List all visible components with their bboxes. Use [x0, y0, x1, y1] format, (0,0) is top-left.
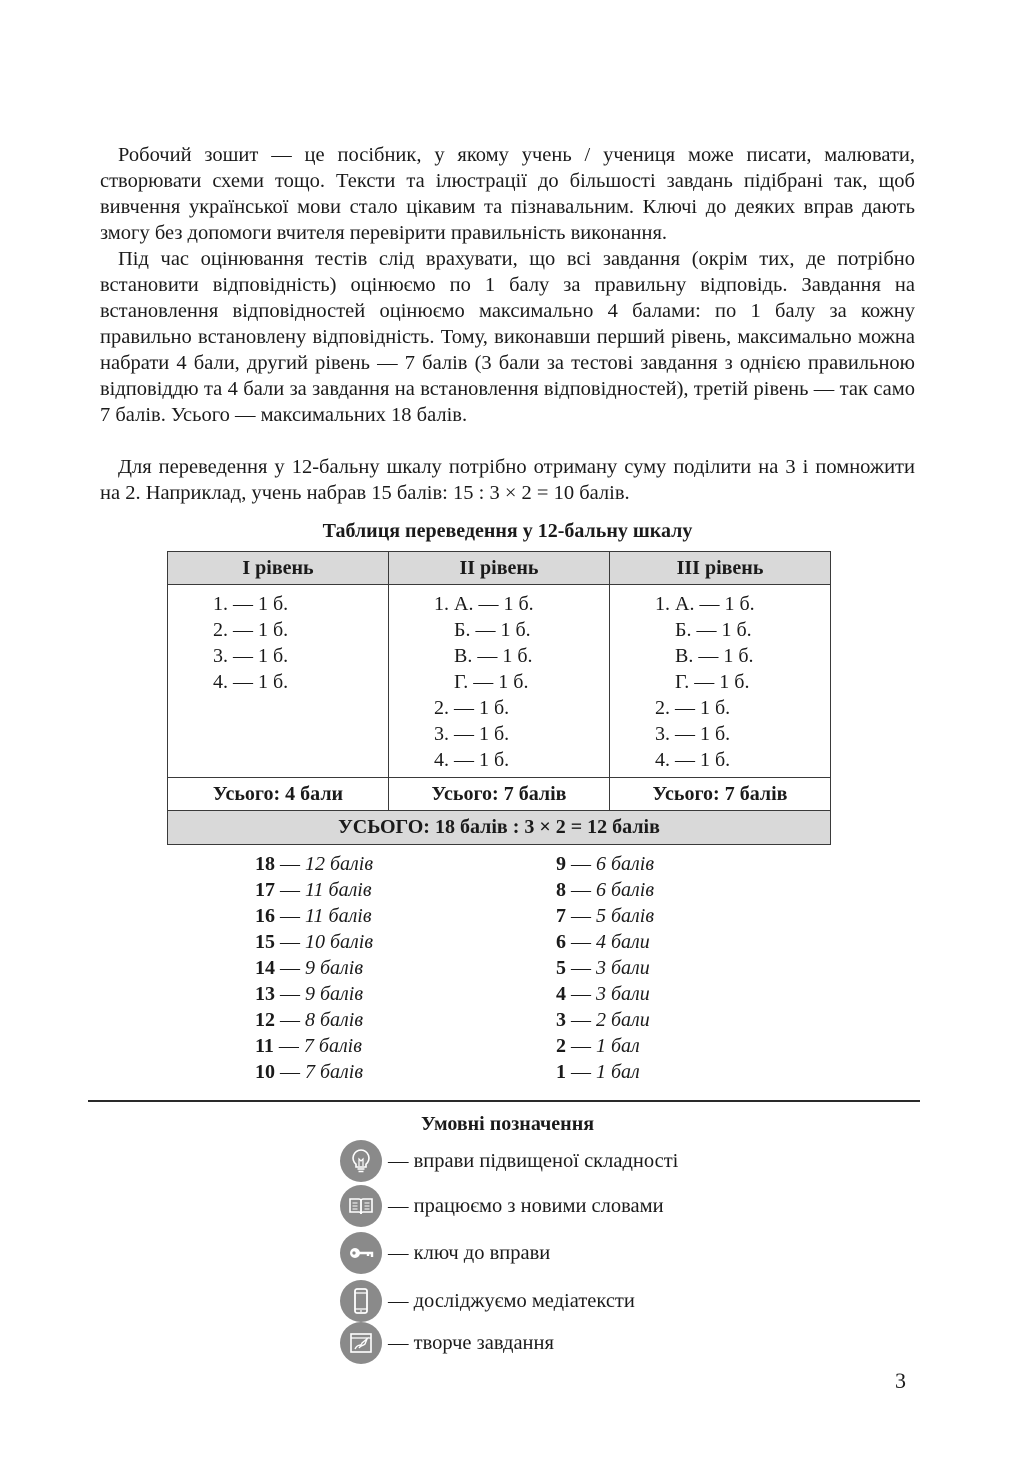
- conversion-row: [255, 981, 373, 1007]
- conversion-row: [556, 1007, 654, 1033]
- grading-paragraph: Під час оцінювання тестів слід врахувати, що всі завдання (окрім тих, де потрібно встановити відповідність) оцінюємо по 1 балу за правильну відповідь. Завдання на встановлення відповідностей оцінюємо максимально 4 балами: по 1 балу за кожну правильно встановлену відповідність. Тому, виконавши перший рівень, максимально можна набрати 4 бали, другий рівень — 7 балів (3 бали за тестові завдання з однією правильною відповіддю та 4 бали за завдання на встановлення відповідностей), третій рівень — так само 7 балів. Усього — максимальних 18 балів.: [100, 248, 915, 426]
- scaled-grade: 1 бал: [596, 1035, 640, 1057]
- scaled-grade: 10 балів: [305, 931, 374, 953]
- raw-score: 16: [255, 905, 275, 927]
- raw-score: 15: [255, 931, 275, 953]
- conversion-dash: —: [280, 905, 300, 927]
- header-level-2: II рівень: [389, 552, 610, 585]
- scaled-grade: 9 балів: [305, 983, 364, 1005]
- legend-text-media: — досліджуємо медіатексти: [388, 1289, 635, 1312]
- conversion-dash: —: [280, 1061, 300, 1083]
- conversion-paragraph: Для переведення у 12-бальну шкалу потрібно отриману суму поділити на 3 і помножити на 2. Наприклад, учень набрав 15 балів: 15 : 3 × 2 = 10 балів.: [100, 456, 915, 504]
- raw-score: 14: [255, 957, 275, 979]
- grand-total: УСЬОГО: 18 балів : 3 × 2 = 12 балів: [168, 811, 831, 845]
- legend-item-creative: [340, 1321, 554, 1365]
- conversion-row: [556, 1033, 654, 1059]
- scaled-grade: 2 бали: [596, 1009, 650, 1031]
- conversion-row: [556, 877, 654, 903]
- conversion-row: [255, 1007, 373, 1033]
- legend-item-new-words: [340, 1184, 664, 1228]
- raw-score: 12: [255, 1009, 275, 1031]
- legend-title: Умовні позначення: [420, 1113, 595, 1135]
- level-3-total: Усього: 7 балів: [610, 778, 831, 811]
- table-title: Таблиця переведення у 12-бальну шкалу: [322, 520, 693, 542]
- key-icon: [340, 1232, 382, 1274]
- divider: [88, 1100, 920, 1102]
- scaled-grade: 9 балів: [305, 957, 364, 979]
- conversion-dash: —: [280, 879, 300, 901]
- legend-item-media: [340, 1279, 635, 1323]
- scaled-grade: 5 балів: [596, 905, 655, 927]
- page-number: 3: [895, 1368, 906, 1393]
- scaled-grade: 11 балів: [305, 879, 372, 901]
- smartphone-icon: [340, 1280, 382, 1322]
- conversion-dash: —: [280, 931, 300, 953]
- scaled-grade: 4 бали: [596, 931, 650, 953]
- conversion-row: [556, 955, 654, 981]
- raw-score: 4: [556, 983, 566, 1005]
- scaled-grade: 11 балів: [305, 905, 372, 927]
- conversion-row: [255, 1059, 373, 1085]
- level-1-items: [168, 585, 389, 778]
- legend-item-key: [340, 1231, 550, 1275]
- conversion-dash: —: [571, 905, 591, 927]
- level-1-items-list: 1. — 1 б. 2. — 1 б. 3. — 1 б. 4. — 1 б.: [213, 593, 289, 693]
- raw-score: 1: [556, 1061, 566, 1083]
- conversion-list-right: [556, 851, 654, 1085]
- raw-score: 9: [556, 853, 566, 875]
- creative-task-icon: [340, 1322, 382, 1364]
- scoring-table: [167, 551, 831, 845]
- lightbulb-icon: [340, 1140, 382, 1182]
- conversion-dash: —: [571, 931, 591, 953]
- raw-score: 6: [556, 931, 566, 953]
- raw-score: 7: [556, 905, 566, 927]
- conversion-dash: —: [280, 853, 300, 875]
- level-2-items: [389, 585, 610, 778]
- conversion-dash: —: [280, 957, 300, 979]
- scaled-grade: 1 бал: [596, 1061, 640, 1083]
- conversion-row: [556, 1059, 654, 1085]
- legend-text-key: — ключ до вправи: [388, 1241, 551, 1264]
- level-3-items-list: 1. А. — 1 б. Б. — 1 б. В. — 1 б. Г. — 1 б. 2. — 1 б. 3. — 1 б. 4. — 1 б.: [655, 593, 755, 771]
- conversion-row: [255, 851, 373, 877]
- raw-score: 8: [556, 879, 566, 901]
- conversion-row: [255, 955, 373, 981]
- raw-score: 11: [255, 1035, 274, 1057]
- conversion-dash: —: [571, 879, 591, 901]
- conversion-row: [556, 929, 654, 955]
- raw-score: 13: [255, 983, 275, 1005]
- raw-score: 5: [556, 957, 566, 979]
- level-1-total: Усього: 4 бали: [168, 778, 389, 811]
- raw-score: 10: [255, 1061, 275, 1083]
- conversion-dash: —: [571, 957, 591, 979]
- conversion-dash: —: [280, 1009, 300, 1031]
- conversion-row: [255, 877, 373, 903]
- scaled-grade: 6 балів: [596, 853, 655, 875]
- table-header-row: [168, 552, 831, 585]
- conversion-row: [556, 981, 654, 1007]
- scaled-grade: 12 балів: [305, 853, 374, 875]
- scaled-grade: 3 бали: [596, 983, 650, 1005]
- conversion-dash: —: [571, 1009, 591, 1031]
- scaled-grade: 6 балів: [596, 879, 655, 901]
- intro-paragraph: Робочий зошит — це посібник, у якому учень / учениця може писати, малювати, створювати схеми тощо. Тексти та ілюстрації до більшості завдань підібрані так, щоб вивчення української мови стало цікавим та пізнавальним. Ключі до деяких вправ дають змогу без допомоги вчителя перевірити правильність виконання.: [100, 144, 915, 244]
- conversion-row: [556, 851, 654, 877]
- conversion-dash: —: [571, 1061, 591, 1083]
- raw-score: 2: [556, 1035, 566, 1057]
- conversion-dash: —: [571, 1035, 591, 1057]
- table-totals-row: [168, 778, 831, 811]
- conversion-dash: —: [278, 1035, 299, 1057]
- conversion-row: [255, 1033, 373, 1059]
- conversion-row: [556, 903, 654, 929]
- legend-text-new-words: — працюємо з новими словами: [388, 1194, 664, 1217]
- conversion-list-left: [255, 851, 373, 1085]
- header-level-3: III рівень: [610, 552, 831, 585]
- conversion-row: [255, 929, 373, 955]
- conversion-dash: —: [571, 853, 591, 875]
- raw-score: 17: [255, 879, 275, 901]
- level-3-items: [610, 585, 831, 778]
- conversion-dash: —: [571, 983, 591, 1005]
- legend-text-creative: — творче завдання: [388, 1331, 554, 1354]
- scaled-grade: 3 бали: [596, 957, 650, 979]
- legend-text-difficult: — вправи підвищеної складності: [388, 1149, 679, 1172]
- raw-score: 3: [556, 1009, 566, 1031]
- scaled-grade: 8 балів: [305, 1009, 364, 1031]
- conversion-row: [255, 903, 373, 929]
- raw-score: 18: [255, 853, 275, 875]
- level-2-items-list: 1. А. — 1 б. Б. — 1 б. В. — 1 б. Г. — 1 б. 2. — 1 б. 3. — 1 б. 4. — 1 б.: [434, 593, 534, 771]
- header-level-1: I рівень: [168, 552, 389, 585]
- scaled-grade: 7 балів: [305, 1061, 364, 1083]
- level-2-total: Усього: 7 балів: [389, 778, 610, 811]
- book-icon: [340, 1185, 382, 1227]
- table-items-row: [168, 585, 831, 778]
- table-grand-total-row: [168, 811, 831, 845]
- legend-item-difficult: [340, 1139, 678, 1183]
- conversion-dash: —: [280, 983, 300, 1005]
- scaled-grade: 7 балів: [303, 1035, 362, 1057]
